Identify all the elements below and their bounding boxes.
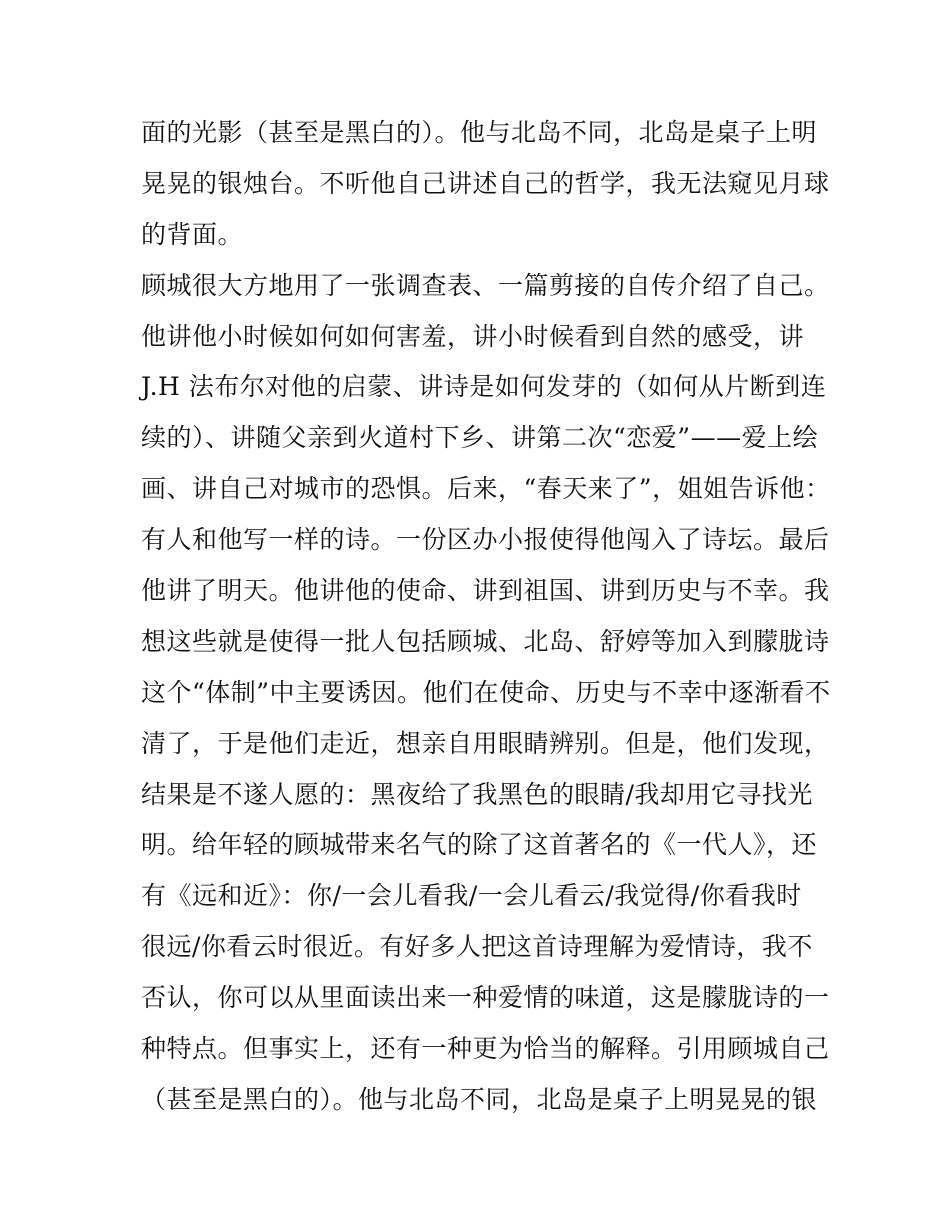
text-line: 有《远和近》：你/一会儿看我/一会儿看云/我觉得/你看我时 (141, 881, 802, 911)
text-line: 清了，于是他们走近，想亲自用眼睛辨别。但是，他们发现， (141, 728, 830, 758)
text-line: 种特点。但事实上，还有一种更为恰当的解释。引用顾城自己 (141, 1034, 830, 1064)
text-line: 的背面。 (141, 219, 244, 249)
text-line: 想这些就是使得一批人包括顾城、北岛、舒婷等加入到朦胧诗 (141, 626, 830, 656)
text-line: 他讲了明天。他讲他的使命、讲到祖国、讲到历史与不幸。我 (141, 576, 830, 606)
text-line: J.H 法布尔对他的启蒙、讲诗是如何发芽的（如何从片断到连 (141, 372, 827, 402)
text-line: 很远/你看云时很近。有好多人把这首诗理解为爱情诗，我不 (141, 932, 813, 962)
body-text (141, 108, 831, 1126)
text-line: 有人和他写一样的诗。一份区办小报使得他闯入了诗坛。最后 (141, 525, 830, 555)
text-line: 面的光影（甚至是黑白的）。他与北岛不同，北岛是桌子上明 (141, 118, 818, 147)
text-line: （甚至是黑白的）。他与北岛不同，北岛是桌子上明晃晃的银 (141, 1084, 818, 1114)
text-line: 画、讲自己对城市的恐惧。后来，“春天来了”，姐姐告诉他： (141, 474, 831, 504)
text-line: 晃晃的银烛台。不听他自己讲述自己的哲学，我无法窥见月球 (141, 168, 830, 198)
text-line: 顾城很大方地用了一张调查表、一篇剪接的自传介绍了自己。 (141, 270, 830, 300)
text-line: 否认，你可以从里面读出来一种爱情的味道，这是朦胧诗的一 (141, 983, 830, 1013)
text-line: 他讲他小时候如何如何害羞，讲小时候看到自然的感受，讲 (141, 321, 805, 351)
text-line: 结果是不遂人愿的：黑夜给了我黑色的眼睛/我却用它寻找光 (141, 779, 813, 809)
text-line: 明。给年轻的顾城带来名气的除了这首著名的《一代人》，还 (141, 830, 818, 860)
text-line: 续的）、讲随父亲到火道村下乡、讲第二次“恋爱”——爱上绘 (141, 423, 819, 453)
text-line: 这个“体制”中主要诱因。他们在使命、历史与不幸中逐渐看不 (141, 677, 831, 707)
